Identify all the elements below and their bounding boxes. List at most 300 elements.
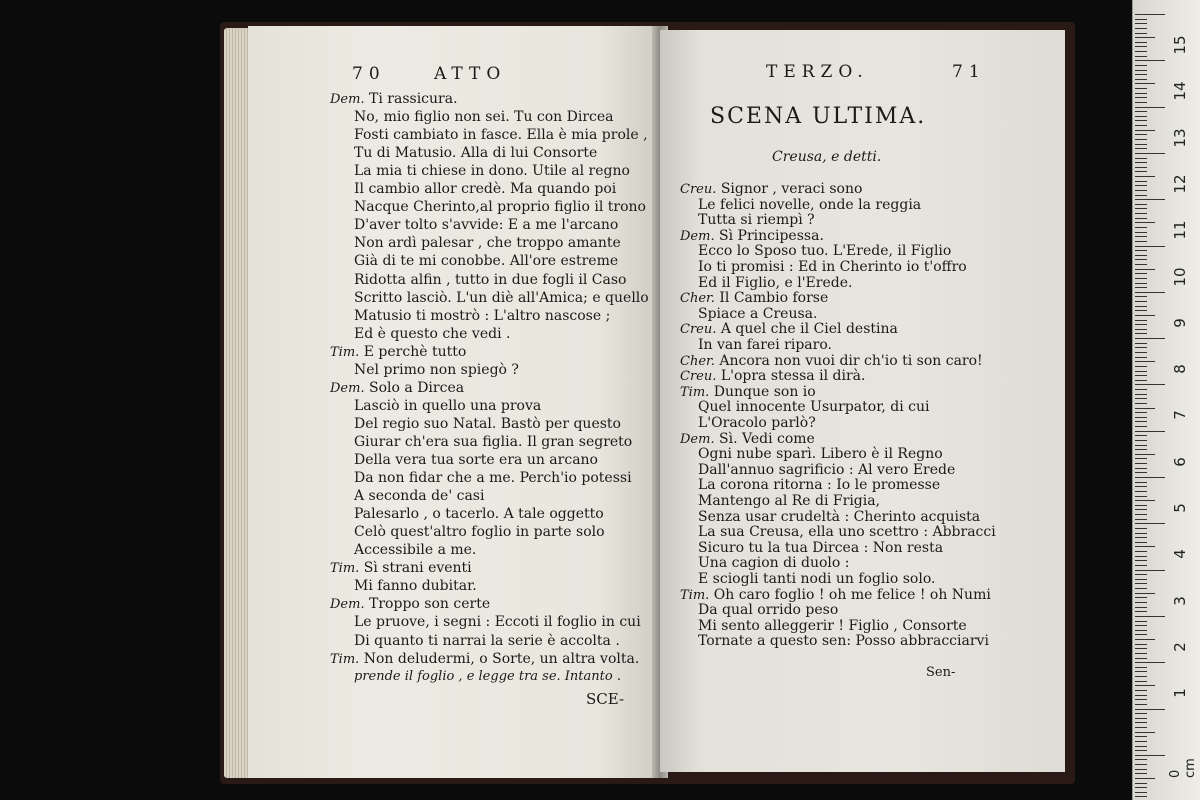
- ruler-tick: [1135, 375, 1147, 376]
- ruler-tick: [1135, 403, 1147, 404]
- line-text: Non deludermi, o Sorte, un altra volta.: [363, 650, 640, 667]
- text-line: [354, 234, 621, 252]
- ruler-tick: [1135, 148, 1147, 149]
- ruler-tick: [1135, 222, 1155, 223]
- ruler-tick: [1135, 718, 1147, 719]
- ruler-tick: [1135, 158, 1147, 159]
- ruler-tick: [1135, 292, 1165, 293]
- ruler-tick: [1135, 593, 1155, 594]
- line-text: La sua Creusa, ella uno scettro : Abbracci: [698, 524, 996, 541]
- ruler-number: 5: [1171, 503, 1189, 513]
- ruler-tick: [1135, 435, 1147, 436]
- ruler-tick: [1135, 65, 1147, 66]
- line-text: Ti rassicura.: [369, 91, 458, 107]
- text-line: [330, 379, 464, 398]
- ruler-tick: [1135, 310, 1147, 311]
- ruler-tick: [1135, 704, 1147, 705]
- ruler-tick: [1135, 176, 1155, 177]
- ruler-tick: [1135, 227, 1147, 228]
- line-text: Accessibile a me.: [354, 542, 477, 559]
- ruler-tick: [1135, 514, 1147, 515]
- line-text: Di quanto ti narrai la serie è accolta .: [354, 632, 620, 649]
- ruler-tick: [1135, 722, 1147, 723]
- ruler-tick: [1135, 371, 1147, 372]
- ruler-tick: [1135, 320, 1147, 321]
- ruler-tick: [1135, 74, 1147, 75]
- ruler-tick: [1135, 306, 1147, 307]
- ruler-tick: [1135, 19, 1147, 20]
- measuring-ruler: [1132, 0, 1200, 800]
- ruler-tick: [1135, 560, 1147, 561]
- line-text: Lasciò in quello una prova: [354, 397, 542, 414]
- ruler-number: 2: [1171, 642, 1189, 652]
- text-line: [354, 415, 621, 433]
- line-text: Spiace a Creusa.: [698, 305, 818, 322]
- ruler-tick: [1135, 644, 1147, 645]
- line-text: Del regio suo Natal. Bastò per questo: [354, 415, 621, 432]
- ruler-tick: [1135, 79, 1147, 80]
- line-text: Le felici novelle, onde la reggia: [698, 196, 922, 213]
- line-text: Troppo son certe: [369, 596, 491, 613]
- ruler-tick: [1135, 51, 1147, 52]
- line-text: Le pruove, i segni : Eccoti il foglio in cui: [354, 614, 641, 631]
- ruler-tick: [1135, 491, 1147, 492]
- left-page-number: 70: [352, 64, 386, 84]
- ruler-tick: [1135, 107, 1165, 108]
- ruler-tick: [1135, 23, 1147, 24]
- speaker-label: Creu.: [680, 322, 717, 338]
- ruler-tick: [1135, 324, 1147, 325]
- text-line: [330, 559, 472, 578]
- ruler-tick: [1135, 273, 1147, 274]
- text-line: [698, 632, 989, 650]
- ruler-number: 15: [1171, 35, 1189, 55]
- ruler-tick: [1135, 685, 1155, 686]
- ruler-tick: [1135, 472, 1147, 473]
- text-line: [330, 343, 466, 362]
- text-line: [354, 108, 614, 126]
- ruler-tick: [1135, 338, 1165, 339]
- line-text: Dall'annuo sagrificio : Al vero Erede: [698, 461, 956, 478]
- line-text: Mi fanno dubitar.: [354, 578, 477, 595]
- ruler-tick: [1135, 621, 1147, 622]
- speaker-label: Tim.: [330, 651, 360, 667]
- ruler-tick: [1135, 28, 1147, 29]
- text-line: [354, 505, 604, 523]
- ruler-number: 3: [1171, 595, 1189, 606]
- ruler-tick: [1135, 570, 1165, 571]
- ruler-tick: [1135, 583, 1147, 584]
- ruler-tick: [1135, 46, 1147, 47]
- ruler-tick: [1135, 384, 1165, 385]
- ruler-tick: [1135, 97, 1147, 98]
- text-line: [330, 595, 490, 614]
- line-text: Mi sento alleggerir ! Figlio , Consorte: [698, 617, 967, 634]
- ruler-tick: [1135, 144, 1147, 145]
- ruler-tick: [1135, 296, 1147, 297]
- ruler-number: 4: [1171, 549, 1189, 560]
- ruler-tick: [1135, 417, 1147, 418]
- ruler-tick: [1135, 671, 1147, 672]
- text-line: [354, 469, 632, 487]
- ruler-tick: [1135, 528, 1147, 529]
- line-text: Ridotta alfin , tutto in due fogli il Caso: [354, 271, 627, 288]
- ruler-tick: [1135, 546, 1155, 547]
- ruler-tick: [1135, 556, 1147, 557]
- line-text: Della vera tua sorte era un arcano: [354, 452, 598, 468]
- line-text: In van farei riparo.: [698, 337, 832, 353]
- ruler-tick: [1135, 523, 1165, 524]
- ruler-tick: [1135, 759, 1147, 760]
- speaker-label: Tim.: [330, 561, 360, 577]
- text-line: [354, 613, 641, 631]
- ruler-tick: [1135, 639, 1155, 640]
- line-text: Fosti cambiato in fasce. Ella è mia prole ,: [354, 127, 648, 144]
- text-line: [354, 541, 476, 559]
- text-line: [354, 451, 598, 469]
- ruler-tick: [1135, 579, 1147, 580]
- line-text: Senza usar crudeltà : Cherinto acquista: [698, 508, 981, 525]
- ruler-tick: [1135, 361, 1155, 362]
- line-text: Tornate a questo sen: Posso abbracciarvi: [698, 633, 989, 650]
- ruler-tick: [1135, 792, 1147, 793]
- ruler-tick: [1135, 537, 1147, 538]
- ruler-tick: [1135, 329, 1147, 330]
- ruler-tick: [1135, 60, 1165, 61]
- ruler-tick: [1135, 139, 1147, 140]
- line-text: Nel primo non spiegò ?: [354, 361, 519, 378]
- ruler-tick: [1135, 746, 1147, 747]
- ruler-tick: [1135, 37, 1155, 38]
- ruler-tick: [1135, 625, 1147, 626]
- ruler-tick: [1135, 134, 1147, 135]
- ruler-tick: [1135, 199, 1165, 200]
- ruler-tick: [1135, 533, 1147, 534]
- ruler-tick: [1135, 482, 1147, 483]
- ruler-tick: [1135, 315, 1155, 316]
- ruler-number: 6: [1171, 456, 1189, 467]
- ruler-tick: [1135, 111, 1147, 112]
- ruler-tick: [1135, 695, 1147, 696]
- right-page-number: 71: [952, 62, 986, 82]
- ruler-tick: [1135, 607, 1147, 608]
- ruler-tick: [1135, 796, 1147, 797]
- ruler-tick: [1135, 602, 1147, 603]
- ruler-tick: [1135, 162, 1147, 163]
- ruler-tick: [1135, 426, 1147, 427]
- text-line: [354, 433, 632, 451]
- text-line: [354, 361, 519, 379]
- line-text: Matusio ti mostrò : L'altro nascose ;: [354, 307, 611, 324]
- ruler-tick: [1135, 468, 1147, 469]
- ruler-tick: [1135, 542, 1147, 543]
- ruler-number: 14: [1171, 81, 1189, 101]
- text-line: [354, 162, 630, 180]
- ruler-tick: [1135, 421, 1147, 422]
- ruler-number: 10: [1171, 266, 1189, 287]
- ruler-tick: [1135, 431, 1165, 432]
- ruler-tick: [1135, 241, 1147, 242]
- ruler-tick: [1135, 486, 1147, 487]
- ruler-tick: [1135, 709, 1165, 710]
- line-text: Da non fidar che a me. Perch'io potessi: [354, 470, 632, 487]
- ruler-tick: [1135, 195, 1147, 196]
- ruler-tick: [1135, 116, 1147, 117]
- ruler-tick: [1135, 648, 1147, 649]
- ruler-tick: [1135, 519, 1147, 520]
- line-text: Giurar ch'era sua figlia. Il gran segreto: [354, 433, 633, 450]
- ruler-tick: [1135, 181, 1147, 182]
- ruler-tick: [1135, 681, 1147, 682]
- ruler-tick: [1135, 445, 1147, 446]
- ruler-tick: [1135, 611, 1147, 612]
- ruler-number: 8: [1171, 364, 1189, 374]
- line-text: E perchè tutto: [363, 343, 467, 360]
- ruler-tick: [1135, 616, 1165, 617]
- left-catchword: SCE-: [586, 690, 625, 708]
- line-text: La corona ritorna : Io le promesse: [698, 477, 941, 494]
- ruler-tick: [1135, 301, 1147, 302]
- line-text: Palesarlo , o tacerlo. A tale oggetto: [354, 506, 604, 523]
- line-text: Da qual orrido peso: [698, 602, 839, 619]
- speaker-label: Tim.: [680, 384, 710, 400]
- text-line: [330, 650, 639, 669]
- ruler-tick: [1135, 408, 1155, 409]
- ruler-tick: [1135, 287, 1147, 288]
- line-text: Il cambio allor credè. Ma quando poi: [354, 181, 617, 198]
- ruler-tick: [1135, 333, 1147, 334]
- right-catchword: Sen-: [926, 665, 956, 680]
- ruler-tick: [1135, 713, 1147, 714]
- line-text: Ancora non vuoi dir ch'io ti son caro!: [719, 352, 983, 369]
- text-line: [354, 252, 618, 270]
- line-text: La mia ti chiese in dono. Utile al regno: [354, 163, 630, 180]
- ruler-tick: [1135, 658, 1147, 659]
- ruler-tick: [1135, 259, 1147, 260]
- ruler-tick: [1135, 185, 1147, 186]
- page-edges: [224, 28, 250, 778]
- speaker-label: Dem.: [680, 228, 715, 244]
- text-line: [354, 144, 597, 162]
- ruler-tick: [1135, 505, 1147, 506]
- line-text: Mantengo al Re di Frigia,: [698, 493, 881, 509]
- line-text: Sì Principessa.: [719, 227, 824, 244]
- line-text: L'opra stessa il dirà.: [720, 368, 866, 385]
- ruler-tick: [1135, 440, 1147, 441]
- speaker-label: Dem.: [330, 92, 365, 107]
- ruler-tick: [1135, 250, 1147, 251]
- ruler-number: 1: [1171, 688, 1189, 698]
- ruler-tick: [1135, 208, 1147, 209]
- text-line: [354, 577, 477, 595]
- ruler-tick: [1135, 204, 1147, 205]
- ruler-tick: [1135, 171, 1147, 172]
- line-text: Una cagion di duolo :: [698, 555, 850, 572]
- ruler-tick: [1135, 496, 1147, 497]
- ruler-tick: [1135, 120, 1147, 121]
- ruler-tick: [1135, 70, 1147, 71]
- ruler-tick: [1135, 597, 1147, 598]
- line-text: Già di te mi conobbe. All'ore estreme: [354, 253, 619, 270]
- ruler-tick: [1135, 755, 1165, 756]
- ruler-tick: [1135, 565, 1147, 566]
- ruler-tick: [1135, 102, 1147, 103]
- ruler-tick: [1135, 389, 1147, 390]
- line-text: Ed è questo che vedi .: [354, 325, 511, 342]
- ruler-tick: [1135, 769, 1147, 770]
- ruler-tick: [1135, 787, 1147, 788]
- ruler-tick: [1135, 477, 1165, 478]
- line-text: Dunque son io: [713, 383, 816, 400]
- line-text: Sicuro tu la tua Dircea : Non resta: [698, 539, 944, 556]
- line-text: Sì. Vedi come: [719, 430, 815, 447]
- ruler-number: 13: [1171, 128, 1189, 148]
- line-text: Tu di Matusio. Alla di lui Consorte: [354, 145, 598, 162]
- ruler-number: 12: [1171, 174, 1189, 194]
- ruler-tick: [1135, 653, 1147, 654]
- ruler-tick: [1135, 246, 1165, 247]
- ruler-tick: [1135, 463, 1147, 464]
- ruler-tick: [1135, 509, 1147, 510]
- speaker-label: Creu.: [680, 182, 717, 197]
- line-text: Oh caro foglio ! oh me felice ! oh Numi: [713, 586, 991, 603]
- text-line: [354, 271, 626, 289]
- ruler-tick: [1135, 357, 1147, 358]
- ruler-tick: [1135, 412, 1147, 413]
- ruler-tick: [1135, 33, 1147, 34]
- ruler-tick: [1135, 741, 1147, 742]
- ruler-tick: [1135, 167, 1147, 168]
- scene-cast: Creusa, e detti.: [772, 149, 882, 165]
- line-text: No, mio figlio non sei. Tu con Dircea: [354, 109, 614, 126]
- ruler-tick: [1135, 153, 1165, 154]
- ruler-tick: [1135, 232, 1147, 233]
- ruler-tick: [1135, 454, 1155, 455]
- text-line: [354, 216, 618, 234]
- text-line: [330, 90, 458, 109]
- ruler-tick: [1135, 380, 1147, 381]
- ruler-tick: [1135, 125, 1147, 126]
- line-text: Ogni nube sparì. Libero è il Regno: [698, 446, 943, 463]
- speaker-label: Tim.: [330, 344, 360, 360]
- ruler-tick: [1135, 449, 1147, 450]
- text-line: [354, 198, 646, 216]
- ruler-tick: [1135, 213, 1147, 214]
- ruler-tick: [1135, 264, 1147, 265]
- ruler-tick: [1135, 736, 1147, 737]
- line-text: Celò quest'altro foglio in parte solo: [354, 524, 605, 541]
- right-page: [660, 30, 1065, 772]
- line-text: E sciogli tanti nodi un foglio solo.: [698, 571, 936, 587]
- ruler-tick: [1135, 398, 1147, 399]
- ruler-tick: [1135, 56, 1147, 57]
- left-page: [248, 26, 658, 778]
- text-line: [354, 487, 484, 505]
- ruler-tick: [1135, 190, 1147, 191]
- ruler-number: 11: [1171, 220, 1189, 240]
- ruler-tick: [1135, 551, 1147, 552]
- text-line: [354, 180, 616, 198]
- speaker-label: Dem.: [330, 597, 365, 613]
- line-text: Io ti promisi : Ed in Cherinto io t'offro: [698, 259, 967, 275]
- line-text: Ecco lo Sposo tuo. L'Erede, il Figlio: [698, 243, 952, 260]
- speaker-label: Tim.: [680, 587, 710, 603]
- ruler-tick: [1135, 93, 1147, 94]
- ruler-tick: [1135, 88, 1147, 89]
- text-line: [354, 523, 605, 541]
- ruler-tick: [1135, 732, 1155, 733]
- line-text: Scritto lasciò. L'un diè all'Amica; e quello: [354, 289, 649, 306]
- ruler-number: 7: [1171, 410, 1189, 421]
- line-text: Non ardì palesar , che troppo amante: [354, 235, 621, 252]
- speaker-label: Creu.: [680, 369, 717, 385]
- line-text: Nacque Cherinto,al proprio figlio il trono: [354, 199, 646, 216]
- ruler-unit: 0 cm: [1168, 758, 1198, 778]
- text-line: [354, 126, 648, 144]
- text-line: [354, 632, 620, 650]
- right-running-head: TERZO.: [766, 62, 869, 82]
- text-line: [354, 289, 649, 307]
- line-text: A quel che il Ciel destina: [720, 321, 898, 338]
- speaker-label: Dem.: [680, 431, 715, 447]
- ruler-tick: [1135, 630, 1147, 631]
- ruler-tick: [1135, 14, 1165, 15]
- text-line: [354, 668, 621, 686]
- ruler-tick: [1135, 283, 1147, 284]
- ruler-tick: [1135, 236, 1147, 237]
- speaker-label: Dem.: [330, 380, 365, 396]
- ruler-tick: [1135, 352, 1147, 353]
- line-text: Ed il Figlio, e l'Erede.: [698, 274, 853, 291]
- text-line: [354, 325, 510, 343]
- line-text: Signor , veraci sono: [720, 181, 863, 197]
- ruler-tick: [1135, 255, 1147, 256]
- ruler-tick: [1135, 83, 1155, 84]
- speaker-label: Cher.: [680, 291, 715, 307]
- ruler-tick: [1135, 750, 1147, 751]
- ruler-tick: [1135, 634, 1147, 635]
- line-text: Sì strani eventi: [363, 560, 472, 577]
- ruler-tick: [1135, 42, 1147, 43]
- line-text: Quel innocente Usurpator, di cui: [698, 399, 930, 416]
- speaker-label: Cher.: [680, 353, 715, 369]
- ruler-tick: [1135, 458, 1147, 459]
- ruler-tick: [1135, 343, 1147, 344]
- scene-title: SCENA ULTIMA.: [710, 104, 927, 129]
- ruler-tick: [1135, 773, 1147, 774]
- ruler-tick: [1135, 667, 1147, 668]
- ruler-tick: [1135, 218, 1147, 219]
- ruler-tick: [1135, 764, 1147, 765]
- ruler-tick: [1135, 574, 1147, 575]
- ruler-tick: [1135, 269, 1155, 270]
- ruler-tick: [1135, 676, 1147, 677]
- ruler-tick: [1135, 690, 1147, 691]
- line-text: D'aver tolto s'avvide: E a me l'arcano: [354, 217, 619, 234]
- text-line: [354, 307, 610, 325]
- left-running-head: ATTO: [434, 64, 507, 84]
- ruler-tick: [1135, 130, 1155, 131]
- ruler-tick: [1135, 394, 1147, 395]
- line-text: prende il foglio , e legge tra se. Intanto .: [354, 668, 621, 684]
- ruler-tick: [1135, 500, 1155, 501]
- line-text: A seconda de' casi: [354, 488, 485, 505]
- ruler-tick: [1135, 278, 1147, 279]
- ruler-tick: [1135, 727, 1147, 728]
- ruler-tick: [1135, 366, 1147, 367]
- text-line: [354, 397, 541, 415]
- ruler-tick: [1135, 588, 1147, 589]
